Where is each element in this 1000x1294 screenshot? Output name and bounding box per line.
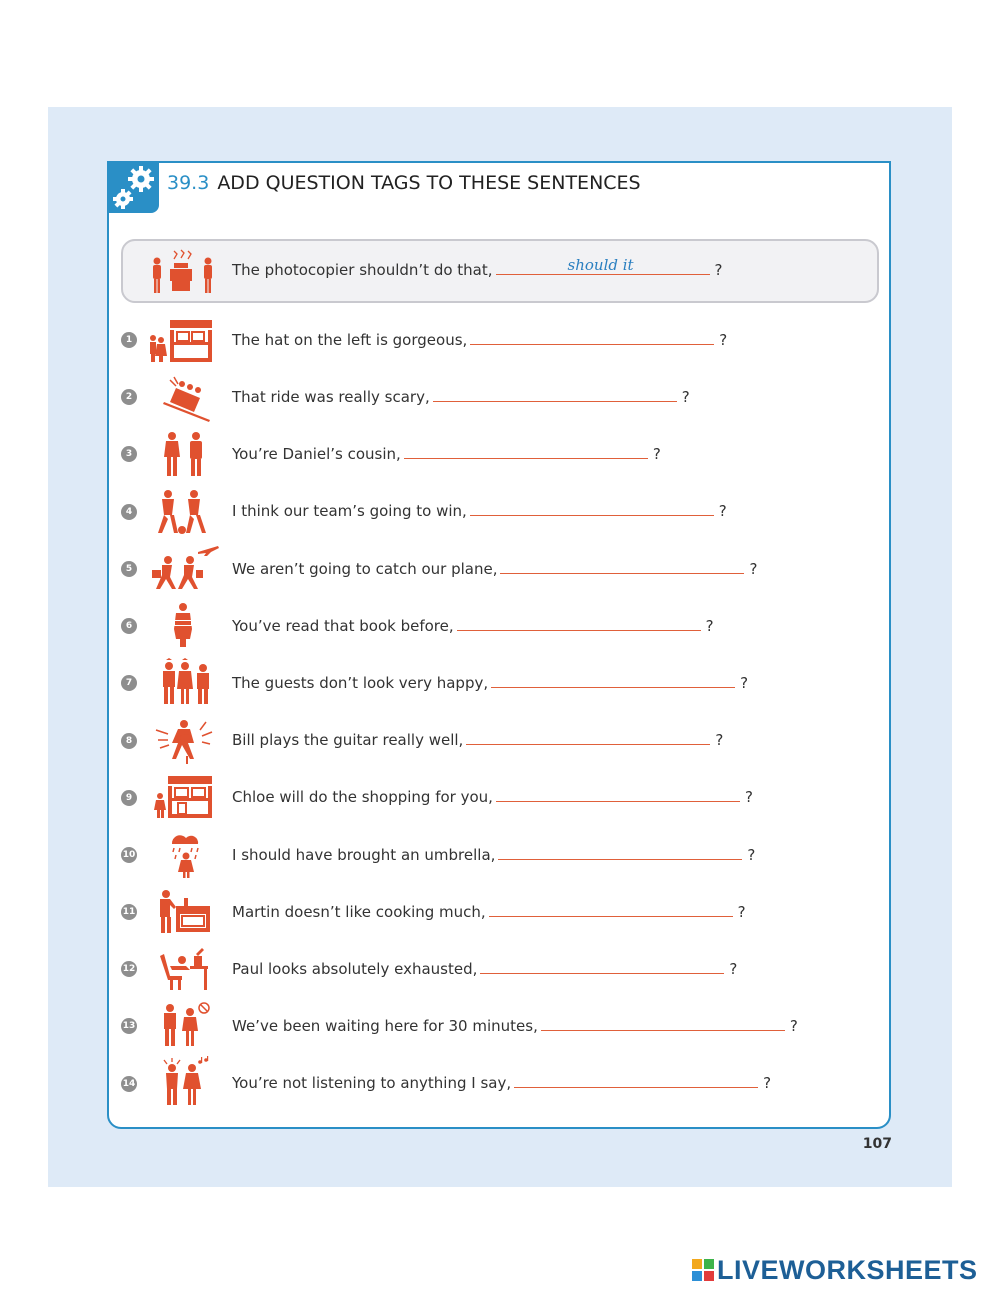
photocopier-icon bbox=[148, 247, 216, 295]
rollercoaster-icon bbox=[148, 374, 214, 422]
answer-input-2[interactable] bbox=[433, 385, 677, 402]
question-mark: ? bbox=[729, 960, 738, 978]
question-mark: ? bbox=[714, 261, 723, 279]
item-row-10 bbox=[232, 843, 755, 867]
rain-cloud-icon bbox=[148, 830, 214, 878]
exhausted-at-desk-icon bbox=[148, 944, 214, 992]
item-sentence-13: We’ve been waiting here for 30 minutes, bbox=[232, 1017, 538, 1035]
item-number-6: 6 bbox=[121, 618, 137, 634]
answer-input-14[interactable] bbox=[514, 1071, 758, 1088]
item-row-12 bbox=[232, 957, 737, 981]
question-mark: ? bbox=[763, 1074, 772, 1092]
item-sentence-12: Paul looks absolutely exhausted, bbox=[232, 960, 478, 978]
question-mark: ? bbox=[747, 846, 756, 864]
shop-icon bbox=[148, 774, 214, 820]
item-row-9 bbox=[232, 785, 753, 809]
question-mark: ? bbox=[681, 388, 690, 406]
answer-input-13[interactable] bbox=[541, 1014, 785, 1031]
gears-icon bbox=[107, 161, 159, 213]
example-row bbox=[232, 258, 723, 282]
item-sentence-5: We aren’t going to catch our plane, bbox=[232, 560, 498, 578]
item-number-7: 7 bbox=[121, 675, 137, 691]
answer-input-11[interactable] bbox=[489, 900, 733, 917]
liveworksheets-logo bbox=[692, 1255, 978, 1285]
item-sentence-9: Chloe will do the shopping for you, bbox=[232, 788, 493, 806]
answer-input-4[interactable] bbox=[470, 499, 714, 516]
two-people-icon bbox=[148, 430, 214, 478]
item-number-13: 13 bbox=[121, 1018, 137, 1034]
item-row-13 bbox=[232, 1014, 798, 1038]
item-row-11 bbox=[232, 900, 746, 924]
answer-input-1[interactable] bbox=[470, 328, 714, 345]
item-row-8 bbox=[232, 728, 723, 752]
question-mark: ? bbox=[719, 331, 728, 349]
question-mark: ? bbox=[737, 903, 746, 921]
item-sentence-2: That ride was really scary, bbox=[232, 388, 430, 406]
item-number-9: 9 bbox=[121, 790, 137, 806]
page-number: 107 bbox=[862, 1136, 892, 1152]
answer-input-5[interactable] bbox=[500, 557, 744, 574]
example-sentence: The photocopier shouldn’t do that, bbox=[232, 261, 493, 279]
answer-input-8[interactable] bbox=[466, 728, 710, 745]
item-row-7 bbox=[232, 671, 748, 695]
question-mark: ? bbox=[652, 445, 661, 463]
item-row-3 bbox=[232, 442, 661, 466]
item-row-2 bbox=[232, 385, 690, 409]
hat-shop-icon bbox=[148, 318, 214, 364]
waiting-people-icon bbox=[148, 1000, 214, 1048]
answer-input-12[interactable] bbox=[480, 957, 724, 974]
not-listening-icon bbox=[148, 1056, 214, 1106]
answer-input-3[interactable] bbox=[404, 442, 648, 459]
item-number-10: 10 bbox=[121, 847, 137, 863]
item-sentence-11: Martin doesn’t like cooking much, bbox=[232, 903, 486, 921]
item-number-12: 12 bbox=[121, 961, 137, 977]
answer-input-7[interactable] bbox=[491, 671, 735, 688]
item-sentence-1: The hat on the left is gorgeous, bbox=[232, 331, 468, 349]
answer-input-9[interactable] bbox=[496, 785, 740, 802]
question-mark: ? bbox=[718, 502, 727, 520]
item-number-4: 4 bbox=[121, 504, 137, 520]
question-mark: ? bbox=[715, 731, 724, 749]
item-number-11: 11 bbox=[121, 904, 137, 920]
question-mark: ? bbox=[789, 1017, 798, 1035]
answer-input-10[interactable] bbox=[498, 843, 742, 860]
item-sentence-10: I should have brought an umbrella, bbox=[232, 846, 496, 864]
item-number-8: 8 bbox=[121, 733, 137, 749]
logo-cube-icon bbox=[692, 1259, 714, 1281]
question-mark: ? bbox=[744, 788, 753, 806]
item-sentence-8: Bill plays the guitar really well, bbox=[232, 731, 464, 749]
answer-input-6[interactable] bbox=[457, 614, 701, 631]
item-number-5: 5 bbox=[121, 561, 137, 577]
item-row-1 bbox=[232, 328, 727, 352]
exercise-instruction: ADD QUESTION TAGS TO THESE SENTENCES bbox=[217, 172, 641, 194]
logo-text: LIVEWORKSHEETS bbox=[717, 1255, 978, 1285]
item-sentence-3: You’re Daniel’s cousin, bbox=[232, 445, 401, 463]
football-players-icon bbox=[148, 488, 214, 536]
guitar-player-icon bbox=[148, 716, 218, 764]
exercise-title bbox=[167, 170, 641, 196]
party-guests-icon bbox=[148, 658, 214, 706]
item-number-3: 3 bbox=[121, 446, 137, 462]
item-row-4 bbox=[232, 499, 727, 523]
cooking-icon bbox=[148, 888, 214, 934]
reading-person-icon bbox=[148, 602, 214, 648]
example-answer-line bbox=[496, 258, 710, 275]
item-sentence-4: I think our team’s going to win, bbox=[232, 502, 467, 520]
item-number-2: 2 bbox=[121, 389, 137, 405]
item-sentence-14: You’re not listening to anything I say, bbox=[232, 1074, 512, 1092]
exercise-number: 39.3 bbox=[167, 172, 210, 194]
item-sentence-7: The guests don’t look very happy, bbox=[232, 674, 489, 692]
item-number-1: 1 bbox=[121, 332, 137, 348]
question-mark: ? bbox=[740, 674, 749, 692]
item-row-6 bbox=[232, 614, 714, 638]
item-row-5 bbox=[232, 557, 757, 581]
question-mark: ? bbox=[749, 560, 758, 578]
running-to-plane-icon bbox=[148, 544, 220, 592]
exercise-card bbox=[107, 161, 891, 1129]
question-mark: ? bbox=[705, 617, 714, 635]
item-row-14 bbox=[232, 1071, 771, 1095]
item-sentence-6: You’ve read that book before, bbox=[232, 617, 454, 635]
example-answer: should it bbox=[567, 256, 634, 274]
item-number-14: 14 bbox=[121, 1076, 137, 1092]
